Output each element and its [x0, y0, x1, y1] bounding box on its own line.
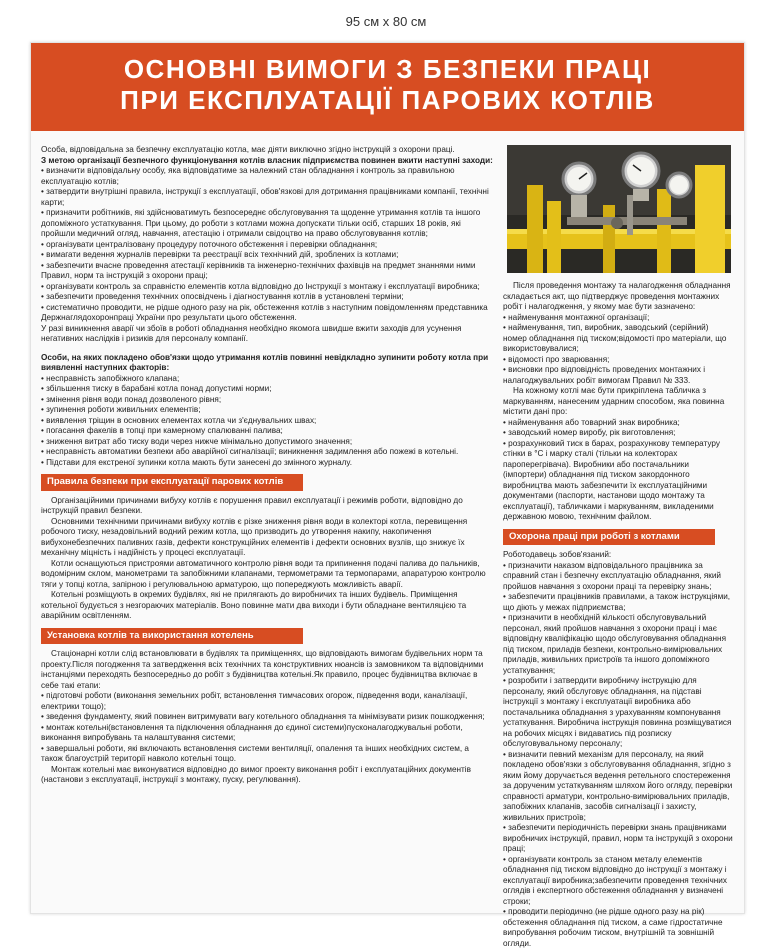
- install-item: • монтаж котельні(встановлення та підключення обладнання до єдиної системи)пусконалагоджувальні роботи, виконання випробувань та налаштування системи;: [41, 722, 463, 742]
- poster-title: [31, 43, 744, 116]
- employer-item: • визначити певний механізм для персоналу, на який покладено обов'язки з обслуговування обладнання, згідно з яким йому доручається ведення ретельного спостереження за дорученим устаткуванням шляхом його огляду, перевірки справності арматури, контрольно-вимірювальних приладів, запобіжних клапанів, засобів сигналізації і захисту, живильних пристроїв;: [503, 749, 733, 822]
- employer-item: • призначити наказом відповідального працівника за справний стан і безпечну експлуатацію обладнання, який пройшов навчання з охорони праці та перевірку знань;: [503, 560, 722, 591]
- plate-item: • заводський номер виробу, рік виготовлення;: [503, 428, 676, 437]
- employer-item: • забезпечити періодичність перевірки знань працівниками виробничих інструкцій, правил, норм та інструкцій з охорони праці;: [503, 823, 733, 853]
- title-line-2: ПРИ ЕКСПЛУАТАЦІЇ ПАРОВИХ КОТЛІВ: [120, 85, 655, 115]
- install-paragraph: Стаціонарні котли слід встановлювати в будівлях та приміщеннях, що відповідають вимогам будівельних норм та проекту.Після погодження та затвердження всіх технічних та конструктивних нюансів із замовником та відповідними інстанціями переходять безпосередньо до робіт з будівництва котельні.Як правило, процес будівництва включає в себе такі етапи:: [41, 649, 484, 690]
- section-heading-safety-rules: Правила безпеки при експлуатації парових котлів: [41, 474, 303, 491]
- stop-factor-item: • змінення рівня води понад дозволеного рівня;: [41, 394, 222, 404]
- employer-item: • проводити періодично (не рідше одного разу на рік) обстеження обладнання під тиском, а саме гідростатичне випробування робочим тиском, внутрішній та зовнішній огляди.: [503, 907, 723, 948]
- measure-item: • систематично проводити, не рідше одного разу на рік, обстеження котлів з наступним повідомленням представника Держнаглядохоронпраці України про результати цього обстеження.: [41, 302, 488, 322]
- measure-item: • призначити робітників, які здійснюватимуть безпосереднє обслуговування та щоденне утримання котлів та іншого допоміжного устаткування. При цьому, до роботи з котлами можна допускати тільки осіб, старших 18 років, які пройшли медичний огляд, навчання, атестацію і отримали свідоцтво на право обслуговування котлів;: [41, 208, 481, 238]
- safety-poster: [30, 42, 745, 948]
- plate-item: • розрахунковий тиск в барах, розрахункову температуру стінки в °С і марку сталі (тільки на колекторах пароперегрівача). Виробники або постачальники (імпортери) обладнання під тиском закордонного виробництва мають забезпечити їх експлуатаційними документами (паспорти, настанови щодо монтажу та експлуатації), табличками і маркуванням, викладеними державною мовою, технічним файлом.: [503, 438, 720, 521]
- install-item: • завершальні роботи, які включають встановлення системи вентиляції, опалення та інших необхідних систем, а також благоустрій території навколо котельні тощо.: [41, 743, 469, 763]
- plate-paragraph: На кожному котлі має бути прикріплена табличка з маркуванням, нанесеним ударним способом, яка повинна містити дані про:: [503, 386, 725, 416]
- title-banner: [31, 43, 744, 131]
- stop-factor-item: • виявлення тріщин в основних елементах котла чи з'єднувальних швах;: [41, 415, 317, 425]
- plate-item: • найменування або товарний знак виробника;: [503, 417, 680, 427]
- measure-item: • організувати контроль за справністю елементів котла відповідно до Інструкції з монтажу і експлуатації виробника;: [41, 281, 480, 291]
- measure-item: • вимагати ведення журналів перевірки та реєстрації всіх технічний дій, зроблених із котлами;: [41, 250, 399, 259]
- rules-paragraph: Організаційними причинами вибуху котлів є порушення правил експлуатації і режимів роботи, відповідно до інструкцій правил безпеки.: [41, 495, 463, 515]
- poster-size-label: 95 см х 80 см: [345, 14, 427, 29]
- stop-factor-item: • зупинення роботи живильних елементів;: [41, 405, 201, 414]
- stop-factor-item: • Підстави для екстреної зупинки котла мають бути занесені до змінного журналу.: [41, 457, 352, 467]
- stop-factor-item: • несправність автоматики безпеки або аварійної сигналізації; виникнення задимлення або пожежі в котельні.: [41, 447, 459, 456]
- employer-item: • організувати контроль за станом металу елементів обладнання під тиском відповідно до інструкції з монтажу і експлуатації виробника;забезпечити проведення технічних оглядів і експертного обстеження обладнання у визначені строки;: [503, 854, 727, 906]
- left-column: [41, 145, 493, 786]
- stop-factor-item: • зниження витрат або тиску води через нижче мінімально допустимого значення;: [41, 436, 353, 446]
- install-paragraph: Монтаж котельні має виконуватися відповідно до вимог проекту виконання робіт і експлуатаційних документів (настанови з експлуатації, інструкції з монтажу, пуску, регулювання).: [41, 764, 471, 784]
- boiler-gauges-photo: [507, 145, 731, 273]
- employer-item: • забезпечити працівників правилами, а також інструкціями, що діють у межах підприємства;: [503, 592, 731, 612]
- install-item: • підготовчі роботи (виконання земельних робіт, встановлення тимчасових огорож, підведення води, каналізації, електрики тощо);: [41, 691, 468, 711]
- rules-paragraph: Котельні розміщують в окремих будівлях, які не прилягають до виробничих та інших будівель. Приміщення котельної будується з незгораючих матеріалів. Воно повинне мати два виходи і бути обладнане вентиляцією та аварійним освітленням.: [41, 590, 467, 620]
- install-item: • зведення фундаменту, який повинен витримувати вагу котельного обладнання та мінімізувати ризик пошкодження;: [41, 712, 485, 721]
- stop-heading: Особи, на яких покладено обов'язки щодо утримання котлів повинні невідкладно зупинити роботу котла при виявленні наступних факторів:: [41, 352, 489, 372]
- intro-text: Особа, відповідальна за безпечну експлуатацію котла, має діяти виключно згідно інструкцій з охорони праці.: [41, 145, 455, 154]
- employer-item: • призначити в необхідній кількості обслуговувальний персонал, який пройшов навчання з охорони праці і має відповідну кваліфікацію щодо обслуговування обладнання під тиском, приладів безпеки, контрольно-вимірювальних приладів, живильних пристроїв та іншого допоміжного устаткування;: [503, 613, 727, 675]
- employer-item: • розробити і затвердити виробничу інструкцію для персоналу, який обслуговує обладнання, на підставі інструкції з монтажу і експлуатації виробника або постачальника обладнання з урахуванням компонування устаткування. Виробнича інструкція повинна розміщуватися на робочих місцях і видаватись під розписку обслуговувальному персоналу;: [503, 676, 732, 748]
- section-heading-installation: Установка котлів та використання котелень: [41, 628, 303, 645]
- employer-label: Роботодавець зобов'язаний:: [503, 550, 612, 559]
- mount-item: • найменування, тип, виробник, заводський (серійний) номер обладнання під тиском;відомості про матеріали, що використовувалися;: [503, 323, 727, 353]
- section-heading-labor-protection: Охорона праці при роботі з котлами: [503, 529, 715, 546]
- stop-factor-item: • несправність запобіжного клапана;: [41, 373, 180, 383]
- mount-item: • відомості про зварювання;: [503, 354, 610, 364]
- measure-item: • забезпечити вчасне проведення атестації керівників та інженерно-технічних фахівців на предмет знаннями ними Правил, норм та інструкцій з охорони праці;: [41, 260, 476, 280]
- measure-item: • забезпечити проведення технічних опосвідчень і діагностування котлів в установлені терміни;: [41, 292, 404, 301]
- measure-item: • затвердити внутрішні правила, інструкції з експлуатації, обов'язкові для дотримання працівниками компанії, технічні карти;: [41, 187, 489, 207]
- measure-item: • визначити відповідальну особу, яка відповідатиме за належний стан обладнання і контроль за правильною експлуатацію котлів;: [41, 166, 455, 186]
- title-line-1: ОСНОВНІ ВИМОГИ З БЕЗПЕКИ ПРАЦІ: [123, 54, 652, 84]
- mount-item: • найменування монтажної організації;: [503, 312, 650, 322]
- rules-paragraph: Котли оснащуються пристроями автоматичного контролю рівня води та припинення подачі палива до пальників, водомірним склом, манометрами та запобіжними клапанами, термометрами та термопарами, апаратурою контролю тяги у топці котла, запірною і регулювальною арматурою, що попереджують можливість аварії.: [41, 558, 486, 589]
- boiler-gauges-illustration: [507, 145, 731, 273]
- measure-item: • організувати централізовану процедуру поточного обстеження і перевірки обладнання;: [41, 239, 378, 249]
- rules-paragraph: Основними технічними причинами вибуху котлів є різке зниження рівня води в колекторі котла, перевищення робочого тиску, незадовільний водний режим котла, що призводить до утворення накипу, накопичення вибухонебезпечних паливних газів, дефекти конструкційних елементів і дефекти основних вузлів, що знижує їх механічну міцність і надійність у процесі експлуатації.: [41, 516, 468, 557]
- mount-paragraph: Після проведення монтажу та налагодження обладнання складається акт, що підтверджує проведення монтажних робіт і налагодження, у якому має бути зазначено:: [503, 281, 731, 311]
- right-column: [503, 145, 733, 949]
- measures-heading: З метою організації безпечного функціонування котлів власник підприємства повинен вжити наступні заходи:: [41, 155, 493, 165]
- stop-factor-item: • збільшення тиску в барабані котла понад допустимі норми;: [41, 384, 272, 393]
- mount-item: • висновки про відповідність проведених монтажних і налагоджувальних робіт вимогам Правил № 333.: [503, 365, 706, 385]
- stop-factor-item: • погасання факелів в топці при камерному спалюванні палива;: [41, 426, 283, 435]
- measure-item: У разі виникнення аварії чи збоїв в роботі обладнання необхідно якомога швидше вжити заходів для усунення негативних наслідків і ризиків для персоналу компанії.: [41, 323, 462, 343]
